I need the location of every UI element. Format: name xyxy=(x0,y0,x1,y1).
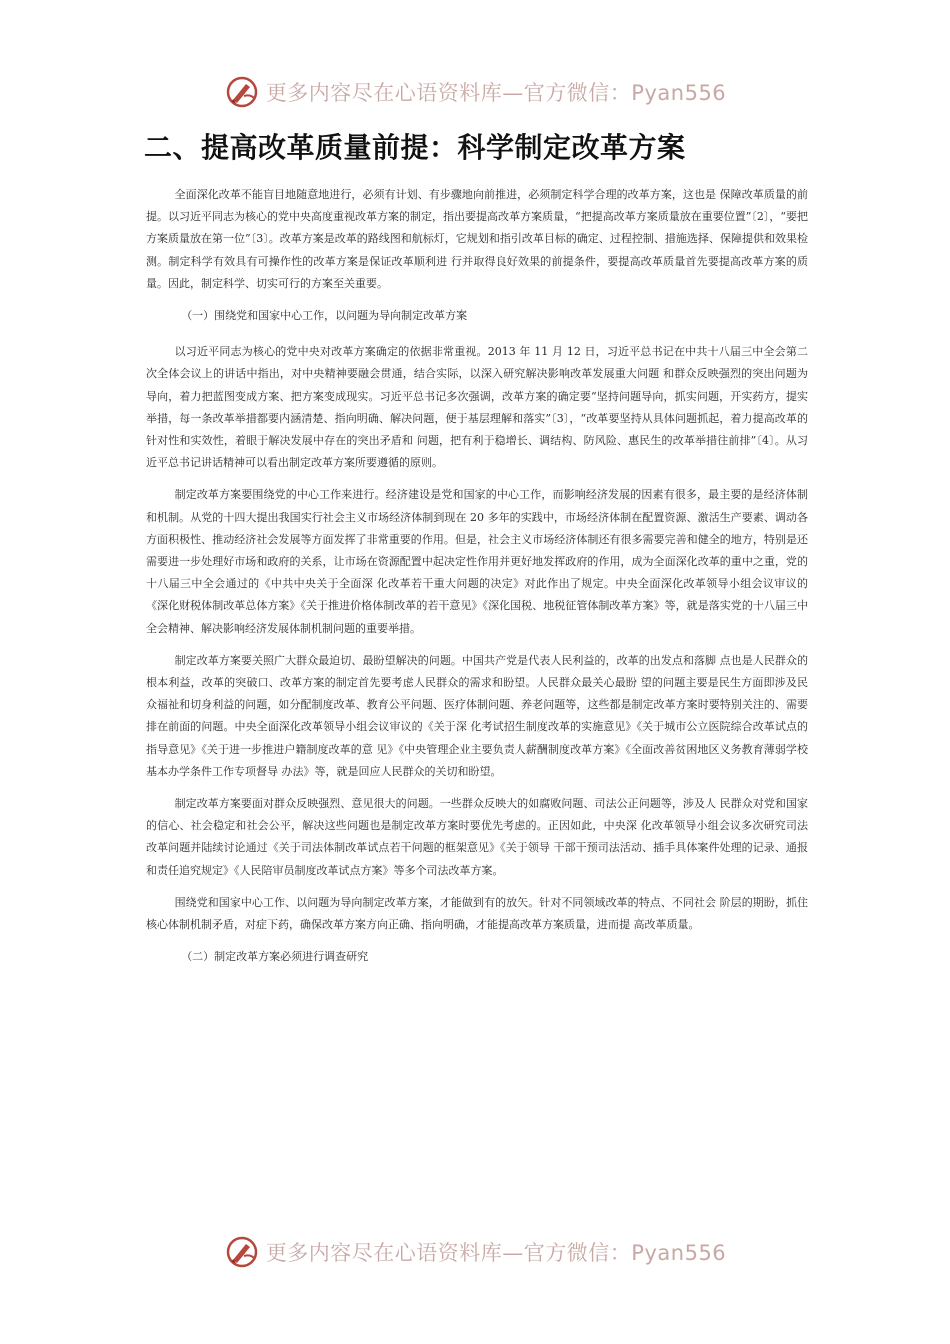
paragraph: 以习近平同志为核心的党中央对改革方案确定的依据非常重视。2013 年 11 月 12 日，习近平总书记在中共十八届三中全会第二次全体会议上的讲话中指出，对中央精神要融会贯通，结合实际，以深入研究解决影响改革发展重大问题 和群众反映强烈的突出问题为导向，着力把蓝图变成方案、把方案变成现实。习近平总书记多次强调，改革方案的确定要“坚持问题导向，抓实问题，开实药方，提实举措，每一条改革举措都要内涵清楚、指向明确、解决问题，便于基层理解和落实”〔3〕，“改革要坚持从具体问题抓起，着力提高改革的针对性和实效性，着眼于解决发展中存在的突出矛盾和 问题，把有利于稳增长、调结构、防风险、惠民生的改革举措往前排”〔4〕。从习近平总书记讲话精神可以看出制定改革方案所要遵循的原则。 xyxy=(146,345,808,470)
article-body xyxy=(146,184,808,983)
paragraph: 围绕党和国家中心工作、以问题为导向制定改革方案，才能做到有的放矢。针对不同领域改革的特点、不同社会 阶层的期盼，抓住核心体制机制矛盾，对症下药，确保改革方案方向正确、指向明确，才能提高改革方案质量，进而提 高改革质量。 xyxy=(146,895,808,932)
paragraph: 制定改革方案要面对群众反映强烈、意见很大的问题。一些群众反映大的如腐败问题、司法公正问题等，涉及人 民群众对党和国家的信心、社会稳定和社会公平，解决这些问题也是制定改革方案时要优先考虑的。正因如此，中央深 化改革领导小组会议多次研究司法改革问题并陆续讨论通过《关于司法体制改革试点若干问题的框架意见》《关于领导 干部干预司法活动、插手具体案件处理的记录、通报和责任追究规定》《人民陪审员制度改革试点方案》等多个司法改革方案。 xyxy=(146,797,808,877)
banner-text: 更多内容尽在心语资料库—官方微信：Pyan556 xyxy=(265,81,727,105)
subheading: （二）制定改革方案必须进行调查研究 xyxy=(181,950,369,964)
paragraph: 全面深化改革不能盲目地随意地进行，必须有计划、有步骤地向前推进，必须制定科学合理的改革方案，这也是 保障改革质量的前提。以习近平同志为核心的党中央高度重视改革方案的制定，指出要提高改革方案质量，“把提高改革方案质量放在重要位置”〔2〕，“要把方案质量放在第一位”〔3〕。改革方案是改革的路线图和航标灯，它规划和指引改革目标的确定、过程控制、措施选择、保障提供和效果检测。制定科学有效具有可操作性的改革方案是保证改革顺利进 行并取得良好效果的前提条件，要提高改革质量首先要提高改革方案的质量。因此，制定科学、切实可行的方案至关重要。 xyxy=(146,188,808,290)
hand-pen-icon xyxy=(224,1234,260,1270)
footer-banner xyxy=(0,1232,950,1272)
banner-text: 更多内容尽在心语资料库—官方微信：Pyan556 xyxy=(265,1241,727,1265)
paragraph: 制定改革方案要关照广大群众最迫切、最盼望解决的问题。中国共产党是代表人民利益的，改革的出发点和落脚 点也是人民群众的根本利益，改革的突破口、改革方案的制定首先要考虑人民群众的需求和盼望。人民群众最关心最盼 望的问题主要是民生方面即涉及民众福祉和切身利益的问题，如分配制度改革、教育公平问题、医疗体制问题、养老问题等，这些都是制定改革方案时要特别关注的、需要排在前面的问题。中央全面深化改革领导小组会议审议的《关于深 化考试招生制度改革的实施意见》《关于城市公立医院综合改革试点的指导意见》《关于进一步推进户籍制度改革的意 见》《中央管理企业主要负责人薪酬制度改革方案》《全面改善贫困地区义务教育薄弱学校基本办学条件工作专项督导 办法》等，就是回应人民群众的关切和盼望。 xyxy=(146,653,808,778)
header-banner xyxy=(0,72,950,112)
hand-pen-icon xyxy=(224,74,260,110)
section-title: 二、提高改革质量前提：科学制定改革方案 xyxy=(144,131,686,164)
subheading: （一）围绕党和国家中心工作，以问题为导向制定改革方案 xyxy=(181,309,468,323)
paragraph: 制定改革方案要围绕党的中心工作来进行。经济建设是党和国家的中心工作，而影响经济发展的因素有很多，最主要的是经济体制和机制。从党的十四大提出我国实行社会主义市场经济体制到现在 20 多年的实践中，市场经济体制在配置资源、激活生产要素、调动各方面积极性、推动经济社会发展等方面发挥了非常重要的作用。但是，社会主义市场经济体制还有很多需要完善和健全的地方，特别是还需要进一步处理好市场和政府的关系，让市场在资源配置中起决定性作用并更好地发挥政府的作用，成为全面深化改革的重中之重，党的十八届三中全会通过的《中共中央关于全面深 化改革若干重大问题的决定》对此作出了规定。中央全面深化改革领导小组会议审议的《深化财税体制改革总体方案》《关于推进价格体制改革的若干意见》《深化国税、地税征管体制改革方案》等，就是落实党的十八届三中全会精神、解决影响经济发展体制机制问题的重要举措。 xyxy=(146,488,808,635)
